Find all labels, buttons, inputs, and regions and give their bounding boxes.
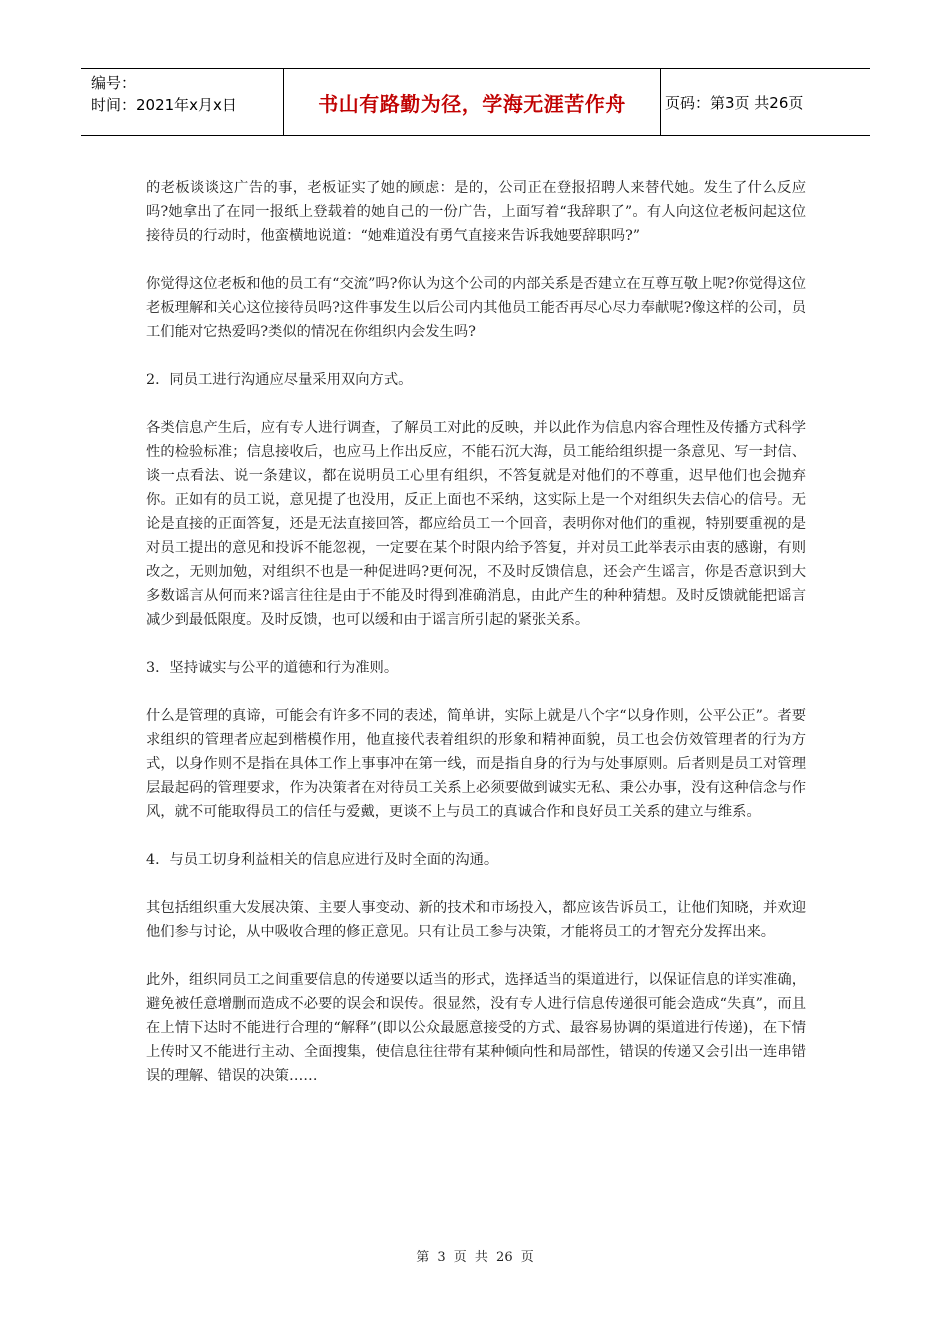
- page-footer: 第 3 页 共 26 页: [416, 1250, 534, 1265]
- paragraph: 的老板谈谈这广告的事，老板证实了她的顾虑：是的，公司正在登报招聘人来替代她。发生了什么反应吗?她拿出了在同一报纸上登载着的她自己的一份广告，上面写着“我辞职了”。有人向这位老板问起这位接待员的行动时，他蛮横地说道：“她难道没有勇气直接来告诉我她要辞职吗?”: [146, 180, 806, 244]
- header-meta: [81, 69, 284, 135]
- section-heading: 2．同员工进行沟通应尽量采用双向方式。: [146, 372, 413, 388]
- section-heading: 3．坚持诚实与公平的道德和行为准则。: [146, 660, 399, 676]
- doc-number-label: 编号：: [91, 74, 137, 92]
- document-body: [146, 176, 806, 1112]
- header-page-info: 页码：第3页 共26页: [665, 93, 804, 112]
- paragraph: 此外，组织同员工之间重要信息的传递要以适当的形式，选择适当的渠道进行，以保证信息的详实准确，避免被任意增删而造成不必要的误会和误传。很显然，没有专人进行信息传递很可能会造成“失真”，而且在上情下达时不能进行合理的“解释”(即以公众最愿意接受的方式、最容易协调的渠道进行传递)，在下情上传时又不能进行主动、全面搜集，使信息往往带有某种倾向性和局部性，错误的传递又会引出一连串错误的理解、错误的决策……: [146, 972, 806, 1084]
- paragraph: 各类信息产生后，应有专人进行调查，了解员工对此的反映，并以此作为信息内容合理性及传播方式科学性的检验标准；信息接收后，也应马上作出反应，不能石沉大海，员工能给组织提一条意见、写一封信、谈一点看法、说一条建议，都在说明员工心里有组织，不答复就是对他们的不尊重，迟早他们也会抛弃你。正如有的员工说，意见提了也没用，反正上面也不采纳，这实际上是一个对组织失去信心的信号。无论是直接的正面答复，还是无法直接回答，都应给员工一个回音，表明你对他们的重视，特别要重视的是对员工提出的意见和投诉不能忽视，一定要在某个时限内给予答复，并对员工此举表示由衷的感谢，有则改之，无则加勉，对组织不也是一种促进吗?更何况，不及时反馈信息，还会产生谣言，你是否意识到大多数谣言从何而来?谣言往往是由于不能及时得到准确消息，由此产生的种种猜想。及时反馈就能把谣言减少到最低限度。及时反馈，也可以缓和由于谣言所引起的紧张关系。: [146, 420, 806, 628]
- section-heading: 4．与员工切身利益相关的信息应进行及时全面的沟通。: [146, 852, 499, 868]
- doc-date: 时间：2021年x月x日: [91, 96, 237, 114]
- header-motto: 书山有路勤为径，学海无涯苦作舟: [284, 69, 661, 135]
- paragraph: 什么是管理的真谛，可能会有许多不同的表述，简单讲，实际上就是八个字“以身作则，公平公正”。者要求组织的管理者应起到楷模作用，他直接代表着组织的形象和精神面貌，员工也会仿效管理者的行为方式，以身作则不是指在具体工作上事事冲在第一线，而是指自身的行为与处事原则。后者则是员工对管理层最起码的管理要求，作为决策者在对待员工关系上必须要做到诚实无私、秉公办事，没有这种信念与作风，就不可能取得员工的信任与爱戴，更谈不上与员工的真诚合作和良好员工关系的建立与维系。: [146, 708, 806, 820]
- paragraph: 其包括组织重大发展决策、主要人事变动、新的技术和市场投入，都应该告诉员工，让他们知晓，并欢迎他们参与讨论，从中吸收合理的修正意见。只有让员工参与决策，才能将员工的才智充分发挥出来。: [146, 900, 806, 940]
- page-header: [81, 68, 870, 136]
- paragraph: 你觉得这位老板和他的员工有“交流”吗?你认为这个公司的内部关系是否建立在互尊互敬上呢?你觉得这位老板理解和关心这位接待员吗?这件事发生以后公司内其他员工能否再尽心尽力奉献呢?像这样的公司，员工们能对它热爱吗?类似的情况在你组织内会发生吗?: [146, 276, 806, 340]
